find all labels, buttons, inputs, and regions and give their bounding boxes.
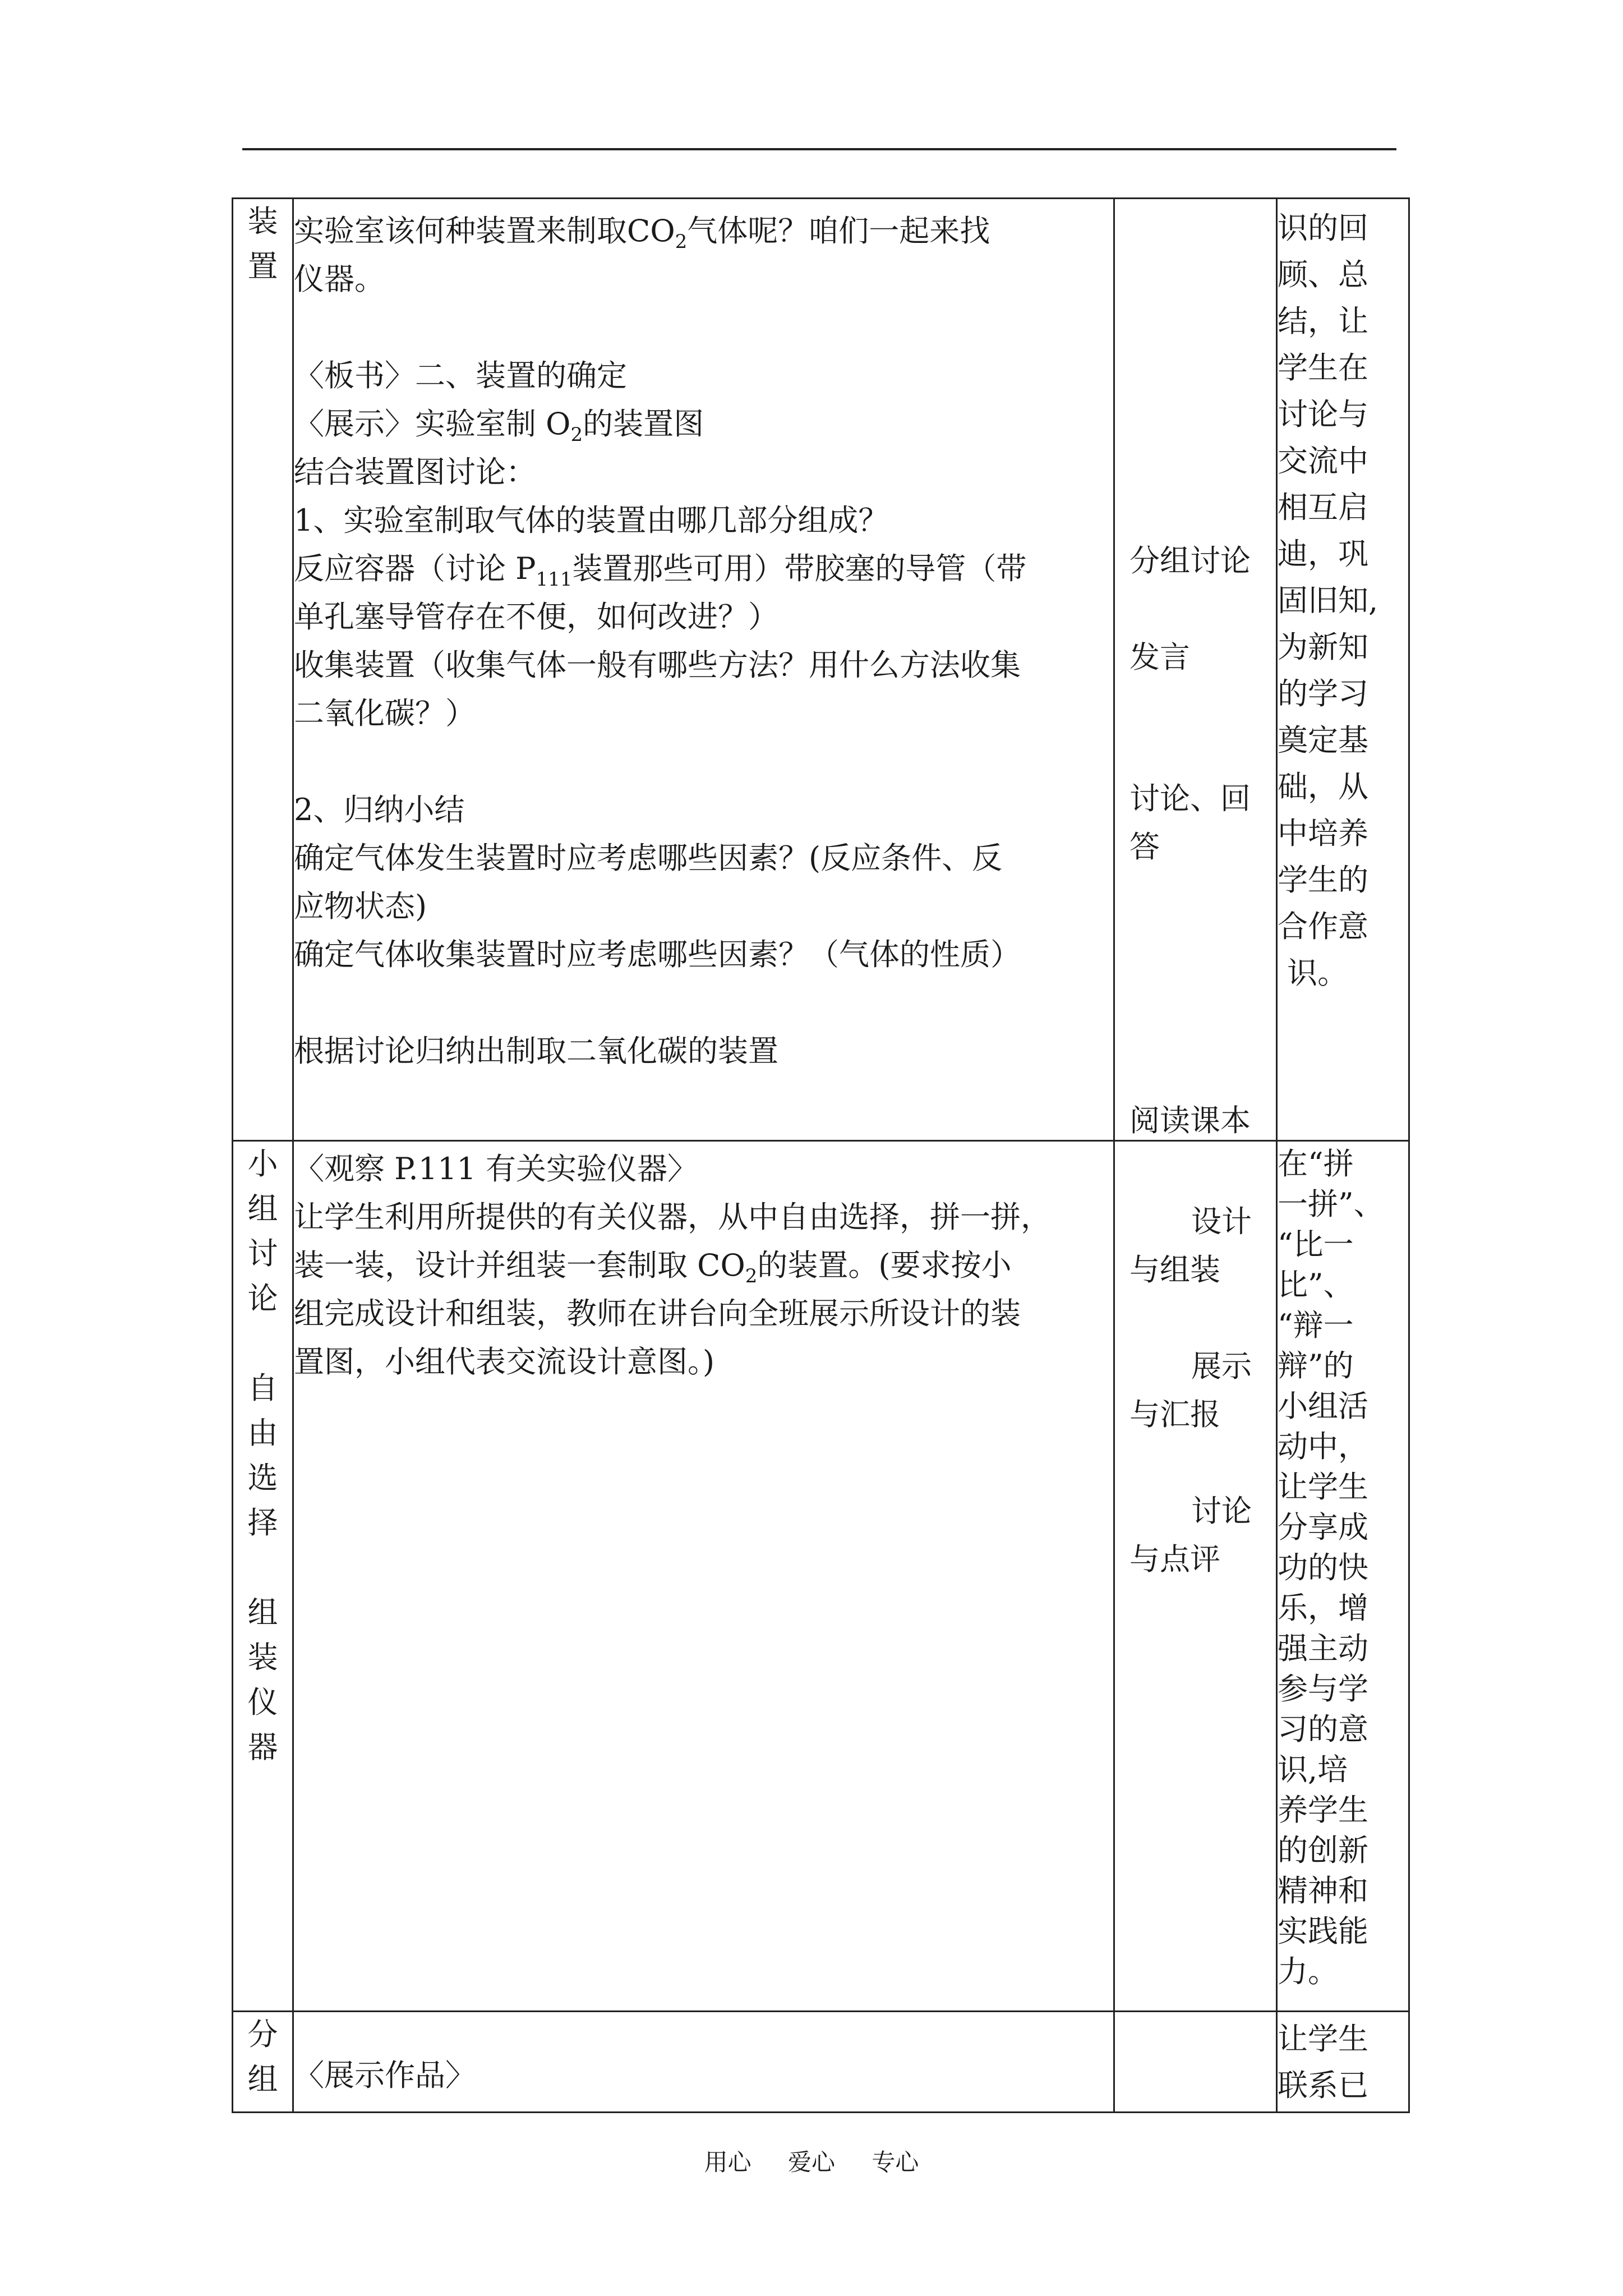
- intent-line: 识。: [1278, 955, 1348, 991]
- footer-text: 用心: [704, 2148, 751, 2176]
- content-line: 确定气体发生装置时应考虑哪些因素？(反应条件、反: [294, 840, 1003, 876]
- intent-line: 比”、: [1278, 1267, 1354, 1303]
- content-line: 〈展示〉实验室制 $O_2$的装置图: [294, 406, 704, 446]
- intent-line: 一拼”、: [1278, 1186, 1384, 1222]
- content-line: 置图，小组代表交流设计意图。): [294, 1344, 715, 1379]
- footer-text: 专心: [872, 2148, 919, 2176]
- intent-line: 习的意: [1278, 1711, 1368, 1747]
- spacer: [294, 303, 1113, 352]
- section-char: 组: [247, 1191, 278, 1226]
- intent-line: 顾、总: [1278, 257, 1368, 292]
- activity-cell-apparatus: [1114, 199, 1277, 1141]
- section-char: 分: [247, 2017, 278, 2052]
- page-footer: [0, 2144, 1623, 2178]
- content-line: 〈观察 P.111 有关实验仪器〉: [294, 1151, 698, 1186]
- lesson-plan-table: [232, 197, 1410, 2113]
- intent-line: 结，让: [1278, 303, 1368, 339]
- intent-line: 学生的: [1278, 862, 1368, 898]
- activity-line: 答: [1129, 829, 1160, 864]
- intent-line: 养学生: [1278, 1792, 1368, 1828]
- activity-cell-presentation: [1114, 2012, 1277, 2113]
- intent-cell-apparatus: [1277, 199, 1409, 1141]
- intent-cell-presentation: [1277, 2012, 1409, 2113]
- content-line: 仪器。: [294, 261, 385, 297]
- intent-line: 中培养: [1278, 816, 1368, 851]
- intent-line: 的学习: [1278, 676, 1368, 711]
- table-row-group-discussion: [233, 1141, 1409, 2012]
- section-char: 组: [247, 1595, 278, 1630]
- content-line: 让学生利用所提供的有关仪器，从中自由选择，拼一拼，: [294, 1199, 1051, 1235]
- section-char: 选: [247, 1460, 278, 1496]
- content-line: 确定气体收集装置时应考虑哪些因素？（气体的性质）: [294, 937, 1021, 972]
- intent-line: 分享成: [1278, 1510, 1368, 1545]
- intent-line: “比一: [1278, 1227, 1354, 1262]
- content-line: 〈展示作品〉: [294, 2058, 476, 2093]
- content-line: 组完成设计和组装，教师在讲台向全班展示所设计的装: [294, 1296, 1021, 1331]
- content-line: 应物状态): [294, 889, 427, 924]
- section-label-presentation: [233, 2012, 293, 2113]
- header-rule: [242, 148, 1396, 150]
- content-line: 2、归纳小结: [294, 792, 465, 827]
- activity-line: 展示: [1191, 1349, 1252, 1384]
- spacer: [233, 1545, 292, 1590]
- intent-line: 联系已: [1278, 2068, 1368, 2103]
- section-char: 仪: [247, 1685, 278, 1720]
- section-label-apparatus: [233, 199, 293, 1141]
- intent-line: 实践能: [1278, 1913, 1368, 1949]
- intent-line: 学生在: [1278, 350, 1368, 385]
- section-char: 装: [247, 1640, 278, 1675]
- content-line: 实验室该何种装置来制取$CO_2$气体呢？咱们一起来找: [294, 213, 990, 253]
- activity-line: 与点评: [1129, 1542, 1220, 1577]
- intent-line: 参与学: [1278, 1671, 1368, 1706]
- content-cell-presentation: [293, 2012, 1114, 2113]
- activity-line: 阅读课本: [1129, 1103, 1251, 1138]
- intent-line: 讨论与: [1278, 397, 1368, 432]
- intent-line: 奠定基: [1278, 723, 1368, 758]
- section-char: 小: [247, 1146, 278, 1181]
- intent-line: 固旧知,: [1278, 583, 1378, 618]
- intent-line: 辩”的: [1278, 1348, 1354, 1383]
- section-char: 讨: [247, 1236, 278, 1271]
- intent-line: 乐，增: [1278, 1590, 1368, 1626]
- section-char: 置: [247, 249, 278, 284]
- intent-line: 础，从: [1278, 769, 1368, 804]
- section-char: 组: [247, 2062, 278, 2097]
- intent-line: 的创新: [1278, 1833, 1368, 1868]
- intent-line: 精神和: [1278, 1873, 1368, 1908]
- intent-line: 让学生: [1278, 2021, 1368, 2056]
- section-label-group: [233, 1141, 293, 2012]
- footer-text: 爱心: [787, 2148, 835, 2176]
- content-line: 二氧化碳？）: [294, 696, 476, 731]
- table-row-presentation: [233, 2012, 1409, 2113]
- content-line: 1、实验室制取气体的装置由哪几部分组成？: [294, 503, 889, 538]
- content-line: 收集装置（收集气体一般有哪些方法？用什么方法收集: [294, 647, 1021, 683]
- section-char: 论: [247, 1281, 278, 1316]
- section-char: 器: [247, 1729, 278, 1765]
- section-char: 装: [247, 204, 278, 239]
- content-line: 结合装置图讨论：: [294, 454, 536, 490]
- intent-line: 识的回: [1278, 210, 1368, 246]
- table-row-apparatus: [233, 199, 1409, 1141]
- intent-line: 功的快: [1278, 1550, 1368, 1585]
- intent-line: 让学生: [1278, 1469, 1368, 1504]
- intent-line: 力。: [1278, 1954, 1338, 1989]
- intent-line: 小组活: [1278, 1388, 1368, 1424]
- section-char: 择: [247, 1505, 278, 1540]
- intent-cell-group: [1277, 1141, 1409, 2012]
- section-char: 自: [247, 1370, 278, 1406]
- content-line: 单孔塞导管存在不便，如何改进？）: [294, 599, 778, 634]
- activity-line: 讨论: [1191, 1493, 1252, 1529]
- intent-line: 强主动: [1278, 1631, 1368, 1666]
- spacer: [233, 1321, 292, 1366]
- activity-line: 与汇报: [1129, 1397, 1220, 1432]
- spacer: [294, 979, 1113, 1027]
- section-char: 由: [247, 1415, 278, 1451]
- intent-line: 交流中: [1278, 443, 1368, 478]
- intent-line: “辩一: [1278, 1308, 1354, 1343]
- intent-line: 迪，巩: [1278, 536, 1368, 572]
- activity-line: 设计: [1191, 1204, 1252, 1239]
- content-cell-apparatus: [293, 199, 1114, 1141]
- intent-line: 在“拼: [1278, 1146, 1354, 1181]
- content-line: 反应容器（讨论 $P_{111}$装置那些可用）带胶塞的导管（带: [294, 551, 1027, 591]
- content-line: 装一装，设计并组装一套制取 $CO_2$的装置。(要求按小: [294, 1248, 1012, 1287]
- intent-line: 相互启: [1278, 490, 1368, 525]
- intent-line: 动中，: [1278, 1429, 1368, 1464]
- intent-line: 合作意: [1278, 909, 1368, 944]
- intent-line: 为新知: [1278, 629, 1368, 665]
- activity-cell-group: [1114, 1141, 1277, 2012]
- intent-line: 识,培: [1278, 1752, 1348, 1787]
- content-line: 〈板书〉二、装置的确定: [294, 358, 627, 393]
- activity-line: 分组讨论: [1129, 543, 1251, 578]
- activity-line: 与组装: [1129, 1252, 1220, 1287]
- spacer: [294, 738, 1113, 786]
- activity-line: 发言: [1129, 639, 1190, 675]
- content-line: 根据讨论归纳出制取二氧化碳的装置: [294, 1033, 778, 1069]
- activity-line: 讨论、回: [1129, 781, 1251, 816]
- content-cell-group: [293, 1141, 1114, 2012]
